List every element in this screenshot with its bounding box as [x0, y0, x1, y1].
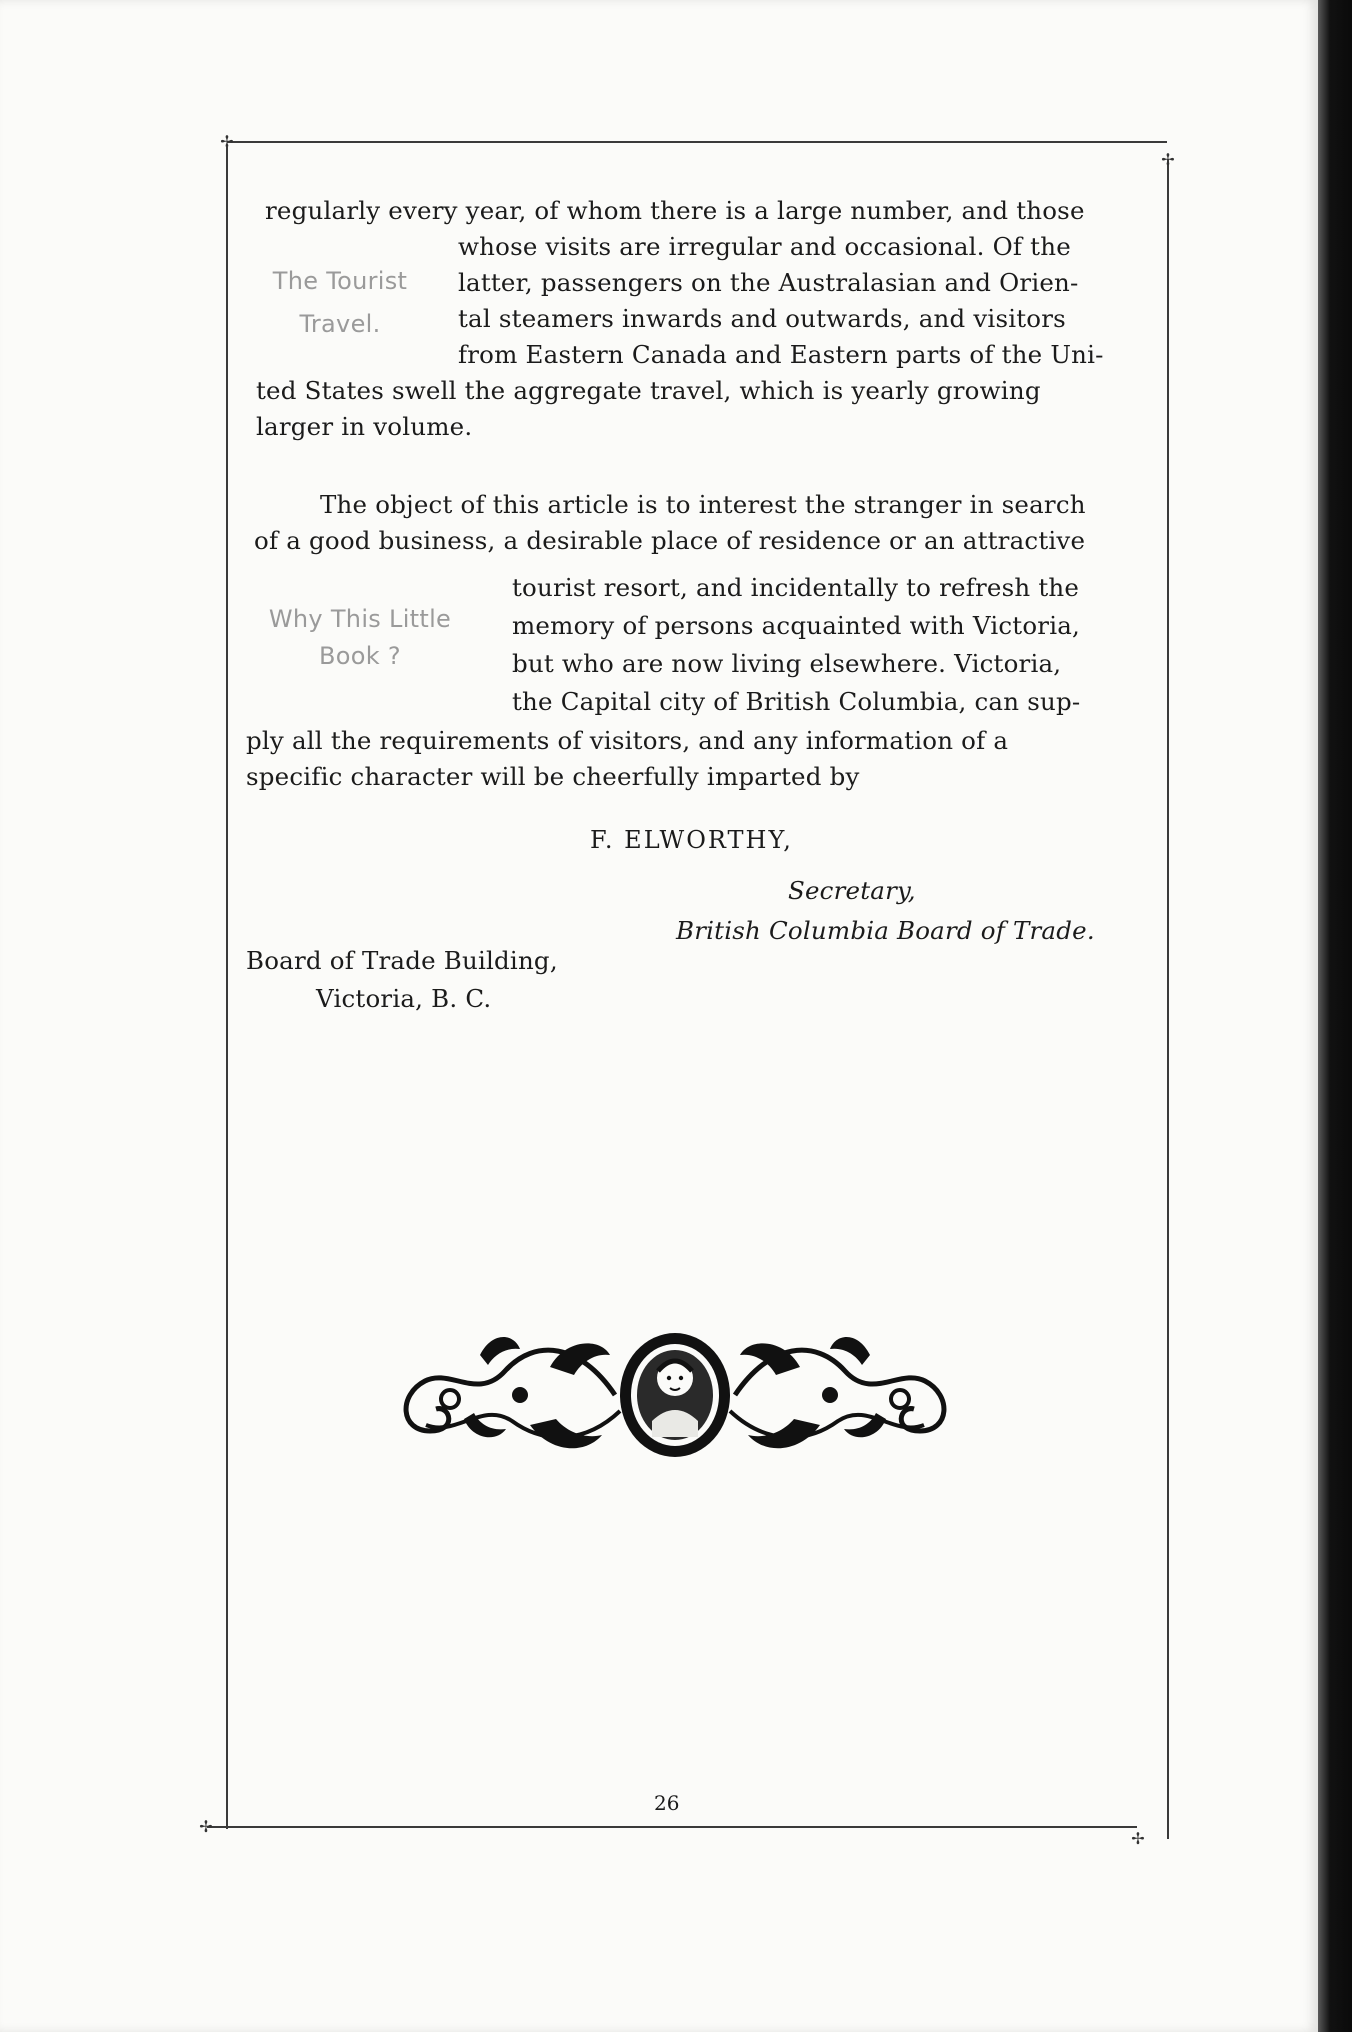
paragraph1-line2: whose visits are irregular and occasional. Of the [458, 232, 1071, 261]
paragraph2-line2: of a good business, a desirable place of residence or an attractive [254, 526, 1086, 555]
paragraph1-line5: from Eastern Canada and Eastern parts of the Uni- [458, 340, 1104, 369]
corner-cross-icon: ✢ [1161, 150, 1175, 169]
paragraph1-line4: tal steamers inwards and outwards, and visitors [458, 304, 1066, 333]
paragraph1-line1: regularly every year, of whom there is a large number, and those [265, 196, 1085, 225]
paragraph2-line6: the Capital city of British Columbia, can sup- [512, 687, 1081, 716]
floral-medallion-ornament-icon [360, 1313, 990, 1473]
page-number: 26 [654, 1791, 680, 1815]
paragraph2-line3: tourist resort, and incidentally to refresh the [512, 573, 1080, 602]
border-left [226, 147, 228, 1829]
border-top [227, 141, 1167, 143]
paragraph1-line7: larger in volume. [256, 412, 473, 441]
paragraph2-line8: specific character will be cheerfully imparted by [246, 762, 860, 791]
margin-note-why-this-book-line1: Why This Little [268, 605, 452, 633]
signature-name: F. ELWORTHY, [590, 826, 793, 854]
address-line1: Board of Trade Building, [246, 946, 558, 975]
scan-edge-shadow [1318, 0, 1352, 2032]
paragraph2-line7: ply all the requirements of visitors, and any information of a [246, 726, 1009, 755]
border-right [1167, 159, 1169, 1839]
paragraph2-line5: but who are now living elsewhere. Victoria, [512, 649, 1062, 678]
address-line2: Victoria, B. C. [316, 984, 492, 1013]
corner-cross-icon: ✢ [220, 132, 234, 151]
border-bottom [207, 1826, 1137, 1828]
paragraph2-line4: memory of persons acquainted with Victoria, [512, 611, 1081, 640]
paragraph1-line6: ted States swell the aggregate travel, which is yearly growing [256, 376, 1041, 405]
paragraph2-line1: The object of this article is to interest the stranger in search [320, 490, 1086, 519]
margin-note-why-this-book-line2: Book ? [319, 642, 401, 670]
signature-title: Secretary, [788, 876, 916, 905]
signature-organization: British Columbia Board of Trade. [676, 916, 1095, 945]
corner-cross-icon: ✢ [199, 1817, 213, 1836]
margin-note-tourist-travel-line2: Travel. [299, 310, 381, 338]
paragraph1-line3: latter, passengers on the Australasian and Orien- [458, 268, 1079, 297]
corner-cross-icon: ✢ [1131, 1829, 1145, 1848]
margin-note-tourist-travel-line1: The Tourist [272, 267, 408, 295]
